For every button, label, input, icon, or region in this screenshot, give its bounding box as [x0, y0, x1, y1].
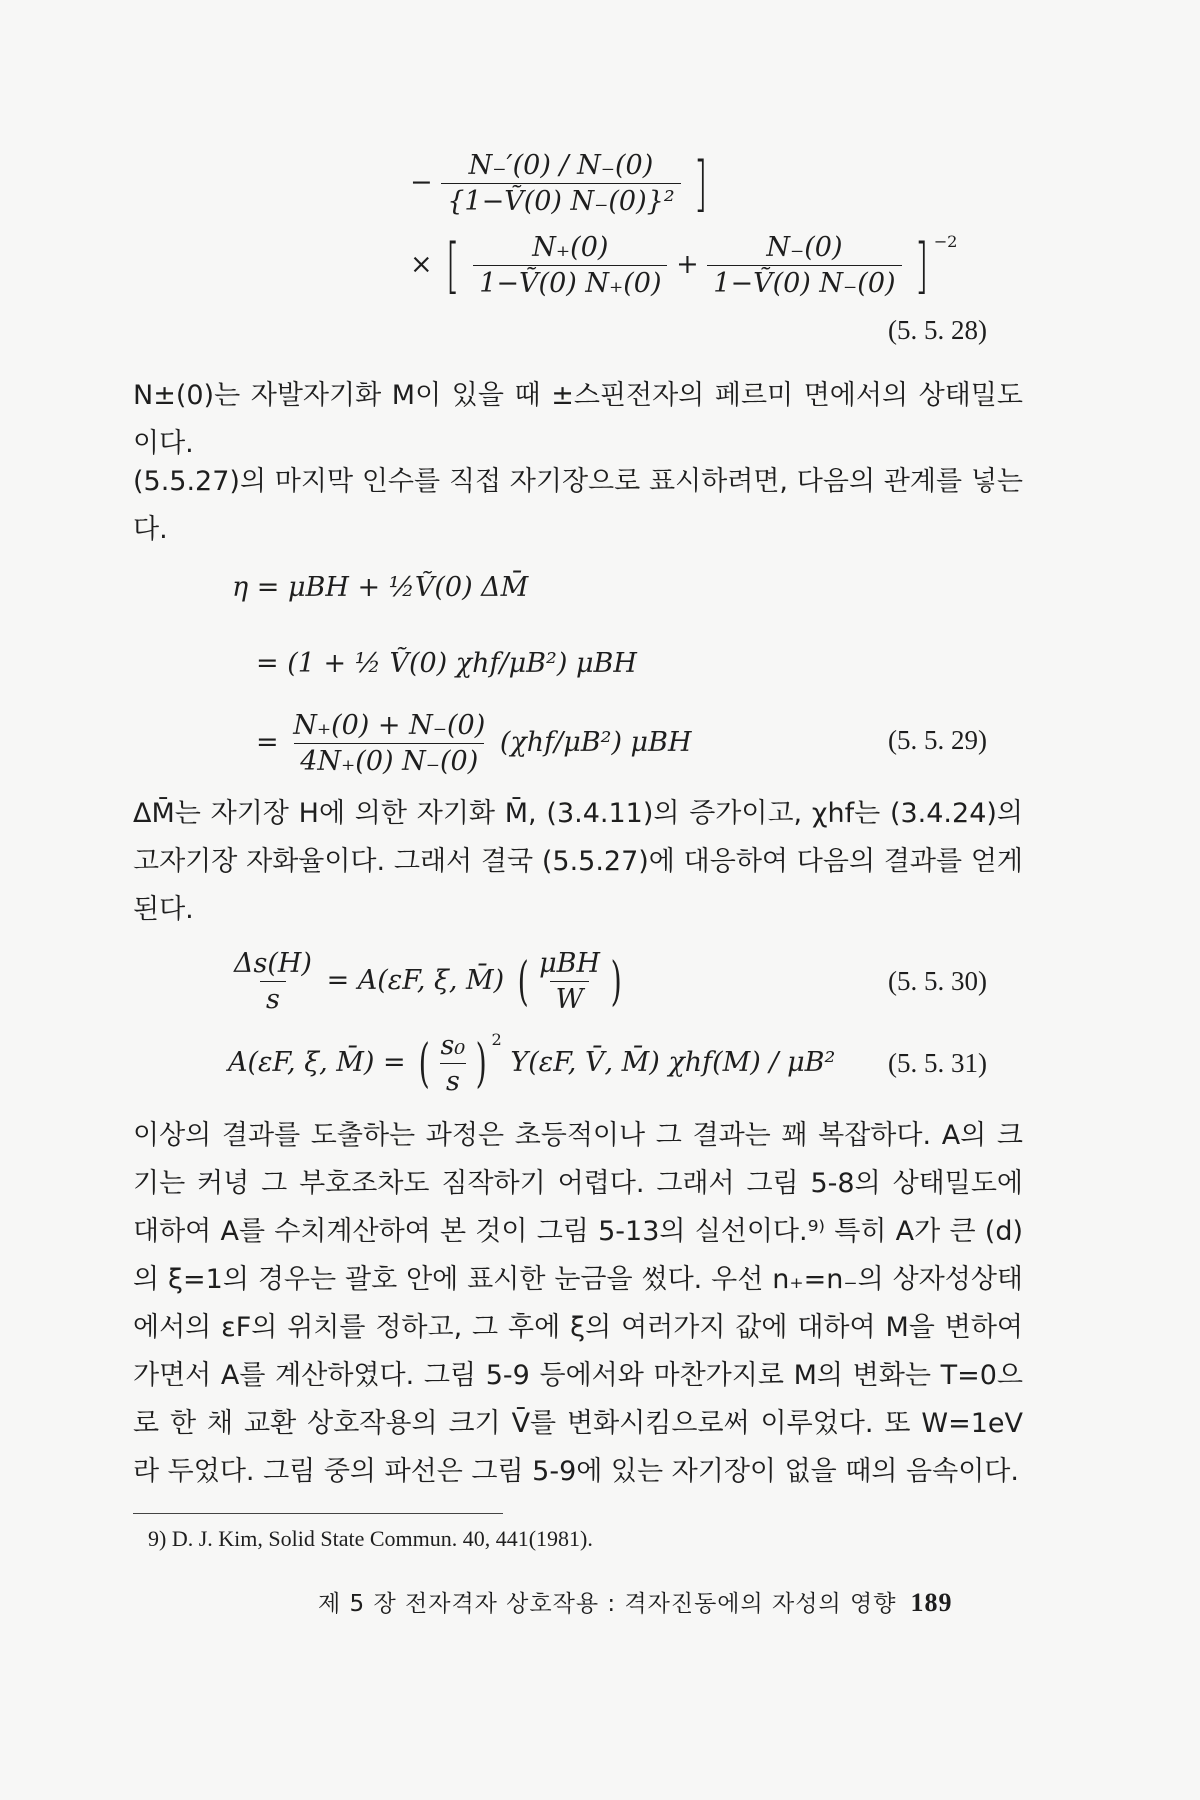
fraction-denominator: 4N₊(0) N₋(0)	[294, 743, 484, 777]
equation-number: (5. 5. 28)	[888, 315, 987, 345]
equation-number: (5. 5. 29)	[888, 725, 987, 755]
right-paren: )	[610, 951, 622, 1012]
equation-5-5-29-line1: η = μBH + ½Ṽ(0) ΔM̄	[232, 572, 529, 603]
footnote: 9) D. J. Kim, Solid State Commun. 40, 441(1981).	[148, 1526, 593, 1551]
paragraph-4: 이상의 결과를 도출하는 과정은 초등적이나 그 결과는 꽤 복잡하다. A의 크기는 커녕 그 부호조차도 짐작하기 어렵다. 그래서 그림 5-8의 상태밀도에 대하여 A를 수치계산하여 본 것이 그림 5-13의 실선이다.⁹⁾ 특히 A가 큰 (d)의 ξ=1의 경우는 괄호 안에 표시한 눈금을 썼다. 우선 n₊=n₋의 상자성상태에서의 εF의 위치를 정하고, 그 후에 ξ의 여러가지 값에 대하여 M을 변하여 가면서 A를 계산하였다. 그림 5-9 등에서와 마찬가지로 M의 변화는 T=0으로 한 채 교환 상호작용의 크기 V̄를 변화시킴으로써 이루었다. 또 W=1eV라 두었다. 그림 중의 파선은 그림 5-9에 있는 자기장이 없을 때의 음속이다.	[133, 1120, 1023, 1487]
power: 2	[491, 1030, 502, 1049]
equation-5-5-28-line2	[410, 232, 957, 299]
equation-tail: (χhf/μB²) μBH	[499, 727, 692, 758]
fraction	[533, 948, 606, 1015]
fraction	[435, 1030, 472, 1097]
fraction-denominator: W	[550, 981, 590, 1015]
times-sign: ×	[410, 249, 433, 280]
running-footer	[318, 1585, 952, 1618]
fraction	[473, 232, 667, 299]
equation-rhs: = A(εF, ξ, M̄)	[326, 965, 505, 996]
left-paren: (	[517, 951, 529, 1012]
equation-number: (5. 5. 31)	[888, 1048, 987, 1078]
right-bracket: ]	[693, 148, 708, 219]
fraction-numerator: Δs(H)	[234, 948, 312, 979]
fraction-numerator: N₋′(0) / N₋(0)	[468, 150, 654, 181]
power: −2	[933, 232, 958, 251]
fraction-numerator: N₊(0)	[532, 232, 609, 263]
page-number: 189	[910, 1588, 953, 1617]
fraction-denominator: 1−Ṽ(0) N₋(0)	[707, 265, 901, 299]
fraction-numerator: s₀	[440, 1030, 466, 1061]
equation-5-5-29-line2: = (1 + ½ Ṽ(0) χhf/μB²) μBH	[256, 648, 637, 679]
right-bracket: ]	[914, 230, 929, 301]
fraction	[287, 710, 491, 777]
equation-lhs: A(εF, ξ, M̄) =	[228, 1047, 406, 1078]
equation-5-5-30	[228, 948, 626, 1015]
footnote-divider	[133, 1513, 503, 1514]
equation-5-5-29-line3	[256, 710, 692, 777]
left-bracket: [	[445, 230, 460, 301]
fraction	[707, 232, 901, 299]
equation-rhs: Y(εF, V̄, M̄) χhf(M) / μB²	[510, 1047, 836, 1078]
paragraph-1: N±(0)는 자발자기화 M이 있을 때 ±스핀전자의 페르미 면에서의 상태밀도이다.	[133, 380, 1023, 459]
fraction-denominator: {1−Ṽ(0) N₋(0)}²	[441, 183, 680, 217]
running-title: 제 5 장 전자격자 상호작용 : 격자진동에의 자성의 영향	[318, 1591, 897, 1617]
fraction-numerator: μBH	[539, 948, 601, 979]
left-paren: (	[418, 1033, 430, 1094]
fraction-denominator: s	[440, 1063, 466, 1097]
fraction-numerator: N₋(0)	[766, 232, 843, 263]
fraction-denominator: s	[260, 981, 286, 1015]
equation-number: (5. 5. 30)	[888, 966, 987, 996]
plus-sign: +	[676, 249, 699, 280]
right-paren: )	[475, 1033, 487, 1094]
equation-5-5-31	[228, 1030, 835, 1097]
paragraph-2: (5.5.27)의 마지막 인수를 직접 자기장으로 표시하려면, 다음의 관계를 넣는다.	[133, 466, 1023, 545]
fraction	[228, 948, 318, 1015]
paragraph-3: ΔM̄는 자기장 H에 의한 자기화 M̄, (3.4.11)의 증가이고, χhf는 (3.4.24)의 고자기장 자화율이다. 그래서 결국 (5.5.27)에 대응하여 다음의 결과를 얻게 된다.	[133, 798, 1023, 925]
fraction-denominator: 1−Ṽ(0) N₊(0)	[473, 265, 667, 299]
fraction-numerator: N₊(0) + N₋(0)	[293, 710, 486, 741]
equals-sign: =	[256, 727, 279, 758]
fraction	[441, 150, 680, 217]
equation-5-5-28-line1	[410, 150, 713, 217]
minus-sign: −	[410, 167, 433, 198]
